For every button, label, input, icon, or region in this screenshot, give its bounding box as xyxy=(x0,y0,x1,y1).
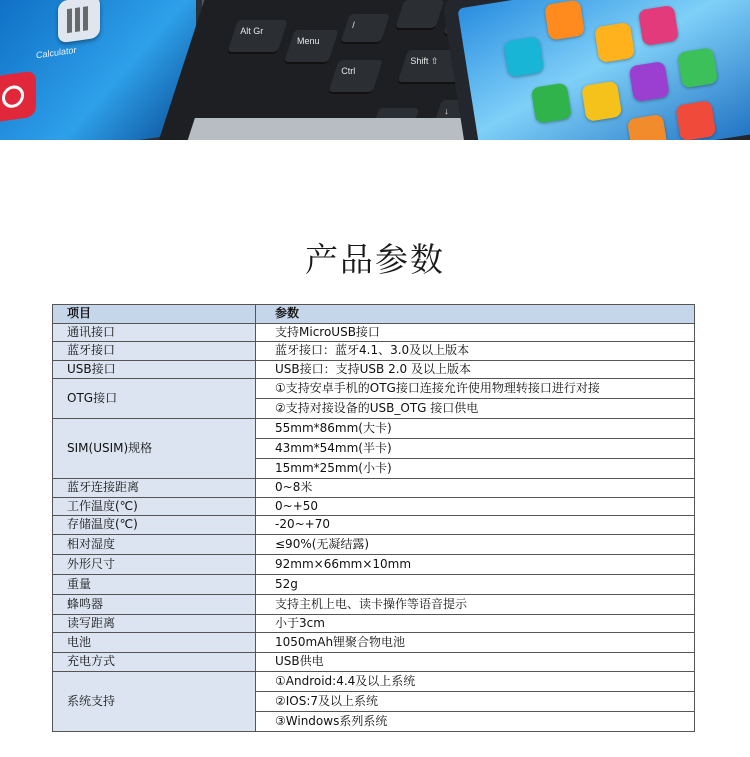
page-title: 产品参数 xyxy=(305,240,445,279)
row-value: 1050mAh锂聚合物电池 xyxy=(256,633,695,653)
row-value: 0~8米 xyxy=(256,479,695,498)
row-value: ①支持安卓手机的OTG接口连接允许使用物理转接口进行对接 xyxy=(256,379,695,399)
row-value: 52g xyxy=(256,574,695,594)
key-blank xyxy=(395,0,445,30)
row-value: 支持MicroUSB接口 xyxy=(256,323,695,342)
header-param: 参数 xyxy=(256,305,695,324)
row-key: 电池 xyxy=(53,633,256,653)
table-row xyxy=(53,479,695,498)
key-alt-gr: Alt Gr xyxy=(227,20,288,54)
row-value: 蓝牙接口：蓝牙4.1、3.0及以上版本 xyxy=(256,342,695,361)
app-tile-icon xyxy=(627,114,668,140)
app-tile-icon xyxy=(677,47,718,88)
row-key: 重量 xyxy=(53,574,256,594)
row-value: USB接口：支持USB 2.0 及以上版本 xyxy=(256,360,695,379)
row-key: SIM(USIM)规格 xyxy=(53,419,256,479)
table-row xyxy=(53,614,695,633)
table-row xyxy=(53,554,695,574)
table-row xyxy=(53,534,695,554)
calculator-app-icon xyxy=(58,0,100,43)
table-row xyxy=(53,323,695,342)
row-key: 通讯接口 xyxy=(53,323,256,342)
table-row xyxy=(53,419,695,439)
row-key: 蓝牙连接距离 xyxy=(53,479,256,498)
row-value: ②IOS:7及以上系统 xyxy=(256,691,695,711)
hero-banner xyxy=(0,0,750,140)
app-tile-icon xyxy=(531,83,572,124)
spec-table xyxy=(52,304,695,732)
app-tile-icon xyxy=(675,100,716,140)
row-key: OTG接口 xyxy=(53,379,256,419)
row-value: 支持主机上电、读卡操作等语音提示 xyxy=(256,594,695,614)
row-value: 43mm*54mm(半卡) xyxy=(256,439,695,459)
header-item: 项目 xyxy=(53,305,256,324)
table-row xyxy=(53,574,695,594)
key-shift: Shift ⇧ xyxy=(397,50,498,84)
row-value: ≤90%(无凝结露) xyxy=(256,534,695,554)
table-row xyxy=(53,671,695,691)
row-value: ③Windows系列系统 xyxy=(256,711,695,731)
table-row xyxy=(53,379,695,399)
table-header-row xyxy=(53,305,695,324)
app-tile-icon xyxy=(503,36,544,77)
tablet-screen xyxy=(457,0,750,140)
row-value: 小于3cm xyxy=(256,614,695,633)
app-tile-icon xyxy=(594,22,635,63)
row-key: USB接口 xyxy=(53,360,256,379)
key-down-arrow: ↓ xyxy=(432,100,482,130)
table-row xyxy=(53,360,695,379)
row-value: -20~+70 xyxy=(256,516,695,535)
row-key: 工作温度(℃) xyxy=(53,497,256,516)
table-row xyxy=(53,633,695,653)
key-menu: Menu xyxy=(284,30,339,64)
row-key: 外形尺寸 xyxy=(53,554,256,574)
row-value: 92mm×66mm×10mm xyxy=(256,554,695,574)
calculator-app-label: Calculator xyxy=(36,44,77,61)
row-key: 充电方式 xyxy=(53,653,256,672)
app-tile-icon xyxy=(629,61,670,102)
row-key: 系统支持 xyxy=(53,671,256,731)
table-row xyxy=(53,342,695,361)
app-tile-icon xyxy=(638,5,679,46)
row-value: ①Android:4.4及以上系统 xyxy=(256,671,695,691)
row-key: 读写距离 xyxy=(53,614,256,633)
row-key: 存储温度(℃) xyxy=(53,516,256,535)
row-value: 15mm*25mm(小卡) xyxy=(256,459,695,479)
row-key: 蜂鸣器 xyxy=(53,594,256,614)
wifi-app-icon xyxy=(581,81,622,122)
table-row xyxy=(53,594,695,614)
row-key: 蓝牙接口 xyxy=(53,342,256,361)
row-value: 0~+50 xyxy=(256,497,695,516)
right-tablet-image xyxy=(441,0,750,140)
row-value: 55mm*86mm(大卡) xyxy=(256,419,695,439)
table-row xyxy=(53,497,695,516)
search-app-icon xyxy=(0,70,36,122)
row-value: ②支持对接设备的USB_OTG 接口供电 xyxy=(256,399,695,419)
key-slash: / xyxy=(340,14,390,44)
table-row xyxy=(53,653,695,672)
table-row xyxy=(53,516,695,535)
row-key: 相对湿度 xyxy=(53,534,256,554)
row-value: USB供电 xyxy=(256,653,695,672)
app-tile-icon xyxy=(544,0,585,41)
key-ctrl: Ctrl xyxy=(328,60,383,94)
